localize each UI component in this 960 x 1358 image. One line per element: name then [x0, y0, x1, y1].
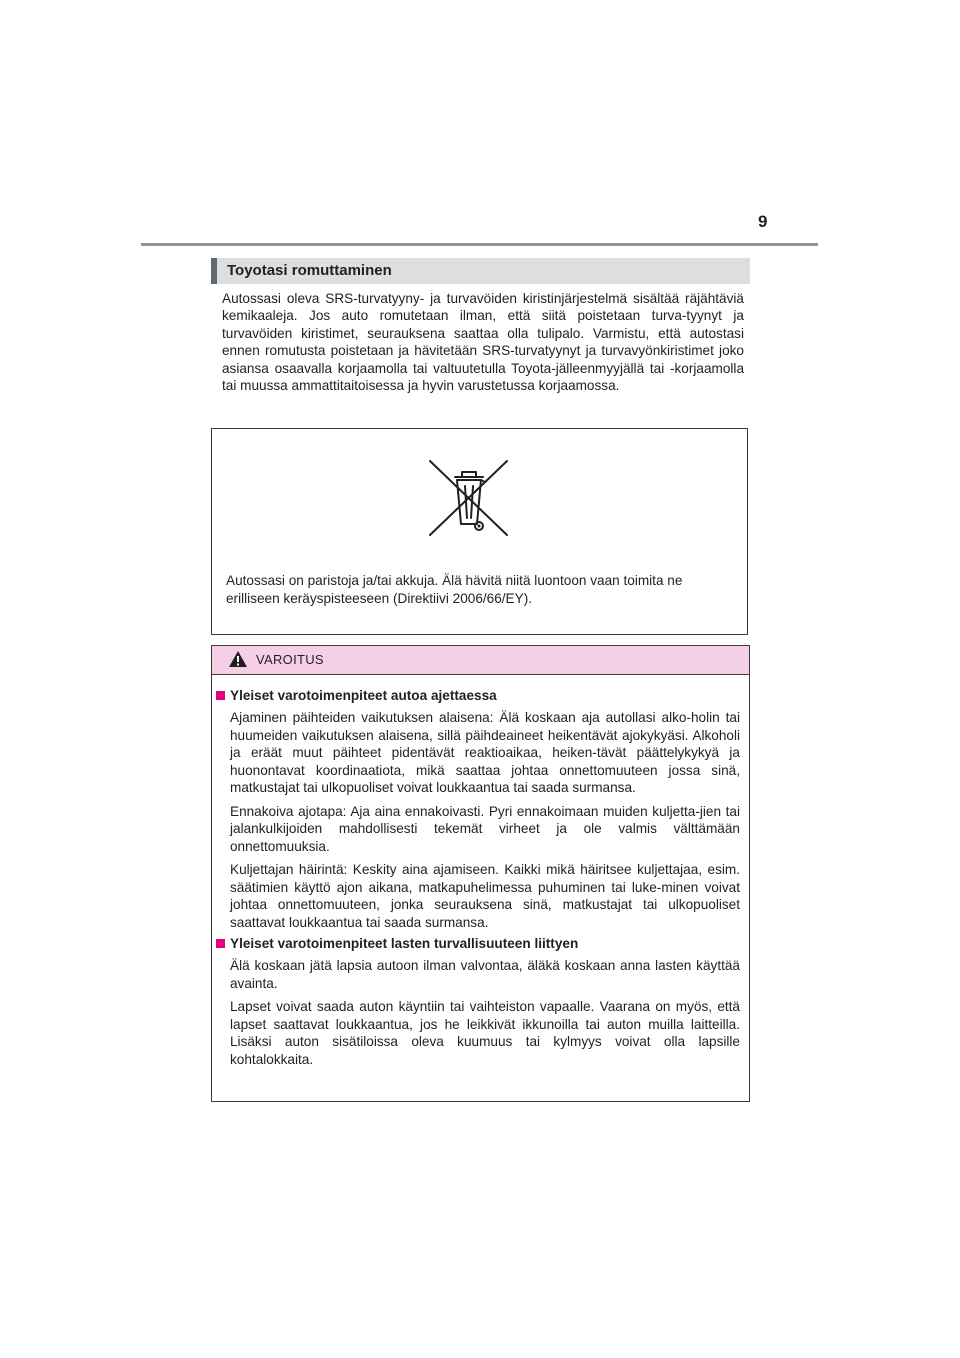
warning-box: [211, 645, 750, 1102]
section-title: Toyotasi romuttaminen: [227, 262, 392, 279]
recycling-notice-box: [211, 428, 748, 635]
warning-triangle-icon: [228, 650, 248, 668]
warning-heading-driving: [216, 687, 749, 705]
warning-paragraph: Ennakoiva ajotapa: Aja aina ennakoivasti. Pyri ennakoimaan muiden kuljetta-jien tai jalankulkijoiden mahdollisesti tekemät virheet ja ole valmis välttämään onnettomuuksia.: [230, 803, 740, 854]
bullet-square-icon: [216, 691, 225, 700]
warning-heading-text: Yleiset varotoimenpiteet lasten turvallisuuteen liittyen: [230, 936, 579, 951]
warning-paragraph: Lapset voivat saada auton käyntiin tai vaihteiston vapaalle. Vaarana on myös, että lapset saattavat loukkaantua, jos he leikkivät ikkunoilla tai auton muilla laitteilla. Lisäksi auton sisätiloissa oleva kuumuus tai kylmyys voivat olla lapsille kohtalokkaita.: [230, 999, 740, 1067]
warning-paragraph: Kuljettajan häirintä: Keskity aina ajamiseen. Kaikki mikä häiritsee kuljettajaa, esim. säätimien käyttö ajon aikana, matkapuhelimessa puhuminen tai luke-minen voivat johtaa onnettomuuteen, jonka seurauksena sinä, matkustajat tai ulkopuoliset saattavat loukkaantua tai saada surmansa.: [230, 862, 740, 930]
section-heading: [211, 258, 750, 284]
section-heading-bar: [211, 258, 217, 284]
warning-header: [212, 646, 749, 675]
recycling-text: Autossasi on paristoja ja/tai akkuja. Älä hävitä niitä luontoon vaan toimita ne erilliseen keräyspisteeseen (Direktiivi 2006/66/EY).: [226, 573, 683, 606]
page-number: 9: [758, 212, 768, 231]
warning-body: [212, 687, 749, 1068]
bullet-square-icon: [216, 939, 225, 948]
intro-text: [222, 290, 744, 394]
header-divider: [141, 243, 818, 246]
warning-paragraph: Ajaminen päihteiden vaikutuksen alaisena: Älä koskaan aja autollasi alko-holin tai huumeiden vaikutuksen alaisena, sillä päihdeaineet heikentävät ajokykyäsi. Alkoholi ja eräät muut päihteet pidentävät reaktioaikaa, heiken-tävät päättelykykyä ja huonontavat koordinaatiota, mikä saattaa johtaa onnettomuuteen jossa sinä, matkustajat tai ulkopuoliset voivat loukkaantua tai saada surmansa.: [230, 710, 740, 795]
warning-heading-children: [216, 935, 749, 953]
warning-heading-text: Yleiset varotoimenpiteet autoa ajettaessa: [230, 688, 497, 703]
crossed-out-wheelie-bin-icon: [427, 458, 511, 538]
warning-label: VAROITUS: [256, 652, 324, 667]
warning-paragraph: Älä koskaan jätä lapsia autoon ilman valvontaa, äläkä koskaan anna lasten käyttää avainta.: [230, 958, 740, 991]
intro-paragraph: Autossasi oleva SRS-turvatyyny- ja turvavöiden kiristinjärjestelmä sisältää räjähtäviä kemikaaleja. Jos auto romutetaan ilman, että siitä poistetaan turva-tyynyt ja turvavöiden kiristimet, seurauksena saattaa olla tulipalo. Varmistu, että autostasi ennen romutusta poistetaan ja hävitetään SRS-turvatyynyt ja turvavyönkiristimet joko asiansa osaavalla korjaamolla tai valtuutetulla Toyota-jälleenmyyjällä tai -korjaamolla tai muussa ammattitaitoisessa ja hyvin varustetussa korjaamossa.: [222, 291, 744, 394]
